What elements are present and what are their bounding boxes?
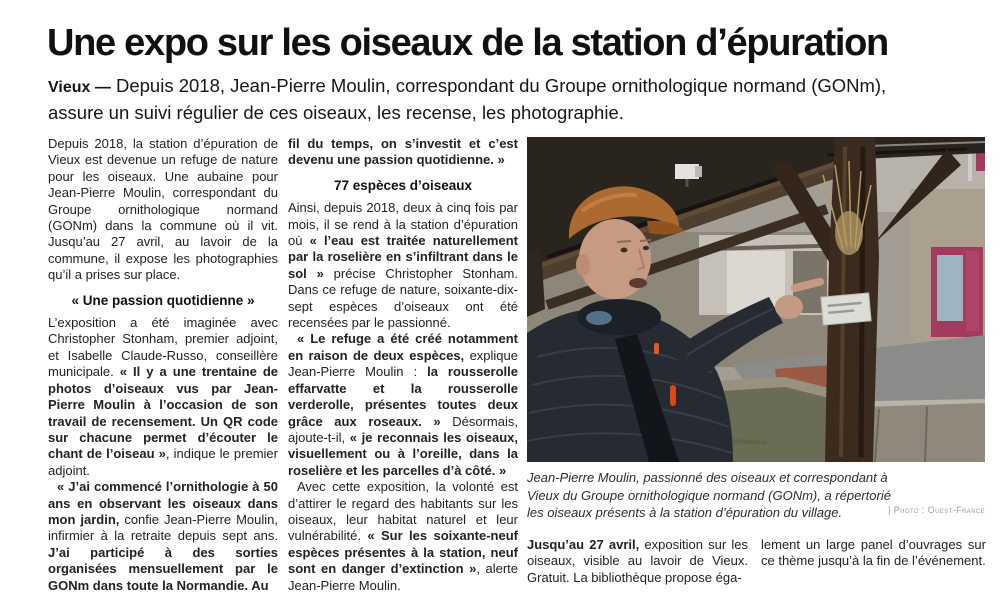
subhead-passion-quotidienne: « Une passion quotidienne »: [71, 292, 255, 308]
practical-info-col2: lement un large panel d’ouvrages sur ce thème jusqu’à la fin de l’événement.: [761, 537, 986, 569]
lede-location: Vieux —: [48, 79, 111, 96]
practical-info-col1: Jusqu’au 27 avril, exposition sur les oiseaux, visible au lavoir de Vieux. Gratuit. La bibliothèque propose éga-: [527, 537, 748, 585]
paragraph-exposition: L’exposition a été imaginée avec Christopher Stonham, premier adjoint, et Isabelle Claude-Russo, conseillère municipale. « Il y a une trentaine de photos d’oiseaux vus par Jean-Pierre Moulin à l’occasion de son travail de recensement. Un QR code sur chacune permet d’écouter le chant de l’oiseau », indique le premier adjoint.: [48, 315, 278, 478]
zipper-pull: [670, 385, 676, 406]
paragraph-intro: Depuis 2018, la station d’épuration de Vieux est devenue un refuge de nature pour les oiseaux. Une aubaine pour Jean-Pierre Moulin, correspondant du Groupe ornithologique normand (GONm) dans la commune où il vit. Jusqu’au 27 avril, au lavoir de la commune, il expose les photographies qu’il a prises sur place.: [48, 136, 278, 283]
text-column-2: [288, 136, 518, 594]
lede-text: Depuis 2018, Jean-Pierre Moulin, correspondant du Groupe ornithologique normand (GONm), assure un suivi régulier de ces oiseaux, les recense, les photographie.: [48, 75, 887, 123]
headline: Une expo sur les oiseaux de la station d’épuration: [47, 22, 888, 64]
article-photo: [527, 137, 985, 462]
subhead-77-especes: 77 espèces d’oiseaux: [333, 177, 473, 193]
paragraph-ornithologie: « J’ai commencé l’ornithologie à 50 ans en observant les oiseaux dans mon jardin, confie Jean-Pierre Moulin, infirmier à la retraite depuis sept ans. J’ai participé à des sorties organisées mensuellement par le GONm dans toute la Normandie. Au: [48, 479, 278, 593]
paragraph-fil-du-temps: fil du temps, on s’investit et c’est devenu une passion quotidienne. »: [288, 136, 518, 168]
article-photo-figure: [527, 137, 985, 462]
open-mouth: [629, 278, 647, 288]
hand: [775, 295, 803, 319]
photo-caption: Jean-Pierre Moulin, passionné des oiseaux et correspondant à Vieux du Groupe ornithologique normand (GONm), a répertorié les oiseaux présents à la station d’épuration du village.: [527, 470, 891, 520]
photo-credit: | Photo : Ouest-France: [888, 505, 985, 515]
post-sign: [821, 293, 871, 325]
paragraph-ainsi: Ainsi, depuis 2018, deux à cinq fois par mois, il se rend à la station d’épuration où « l’eau est traitée naturellement par la roselière en s’infiltrant dans le sol » précise Christopher Stonham. Dans ce refuge de nature, soixante-dix-sept espèces d’oiseaux ont été recensées par le passionné.: [288, 200, 518, 331]
paragraph-refuge: « Le refuge a été créé notamment en raison de deux espèces, explique Jean-Pierre Moulin : la rousserolle effarvatte et la rousserolle verderolle, présentes toutes deux grâce aux roseaux. » Désormais, ajoute-t-il, « je reconnais les oiseaux, visuellement ou à l’oreille, dans la roselière et les parcelles d’à côté. »: [288, 331, 518, 478]
text-column-1: [48, 136, 278, 594]
lede: [48, 73, 933, 125]
pavement: [863, 403, 985, 462]
paragraph-avec-exposition: Avec cette exposition, la volonté est d’attirer le regard des habitants sur les oiseaux, leur habitat naturel et leur vulnérabilité. « Sur les soixante-neuf espèces présentes à la station, neuf sont en danger d’extinction », alerte Jean-Pierre Moulin.: [288, 479, 519, 593]
